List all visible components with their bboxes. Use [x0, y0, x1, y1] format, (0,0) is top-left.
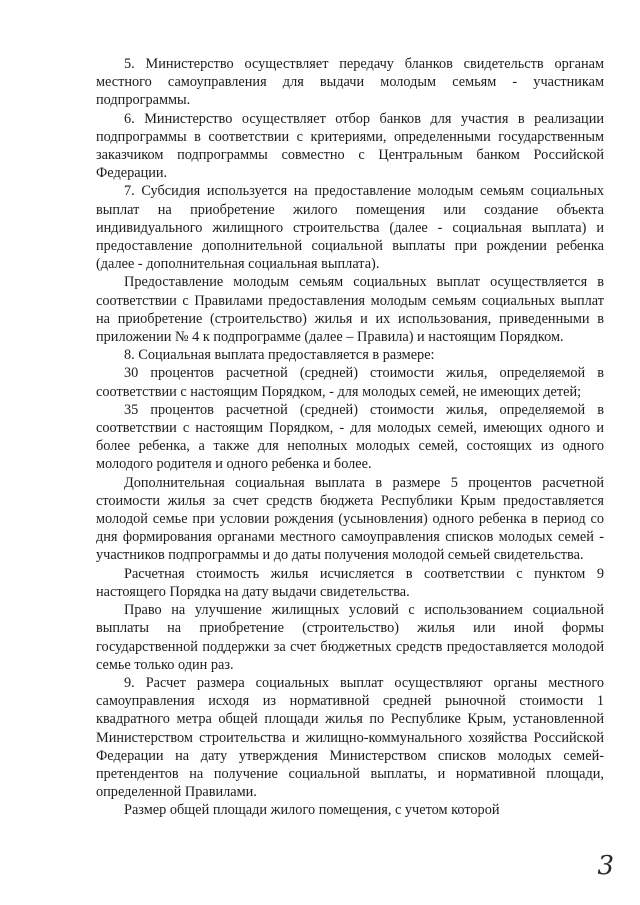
paragraph-additional-payment: Дополнительная социальная выплата в размере 5 процентов расчетной стоимости жилья за счет средств бюджета Республики Крым предоставляется молодой семье при условии рождения (усыновления) одного ребенка в период со дня формирования органами местного самоуправления списков молодых семей - участников подпрограммы и до даты получения молодой семьей свидетельства.: [96, 474, 604, 564]
paragraph-area-size: Размер общей площади жилого помещения, с учетом которой: [124, 802, 500, 819]
paragraph-item-7: 7. Субсидия используется на предоставление молодым семьям социальных выплат на приобретение жилого помещения или создание объекта индивидуального жилищного строительства (далее - социальная выплата) и предоставление дополнительной социальной выплаты при рождении ребенка (далее - дополнительная социальная выплата).: [96, 183, 604, 273]
paragraph-item-5: 5. Министерство осуществляет передачу бланков свидетельств органам местного самоуправления для выдачи молодым семьям - участникам подпрограммы.: [96, 56, 604, 109]
paragraph-item-9: 9. Расчет размера социальных выплат осуществляют органы местного самоуправления исходя из нормативной средней рыночной стоимости 1 квадратного метра общей площади жилья по Республике Крым, установленной Министерством строительства и жилищно-коммунального хозяйства Российской Федерации на дату утверждения Министерством списков молодых семей-претендентов на получение социальной выплаты, и нормативной площади, определенной Правилами.: [96, 674, 604, 801]
paragraph-social-payments: Предоставление молодым семьям социальных выплат осуществляется в соответствии с Правилами предоставления молодым семьям социальных выплат на приобретение (строительство) жилья и их использования, приведенными в приложении № 4 к подпрограмме (далее – Правила) и настоящим Порядком.: [96, 274, 604, 346]
document-body: [96, 55, 604, 820]
paragraph-item-6: 6. Министерство осуществляет отбор банков для участия в реализации подпрограммы в соответствии с критериями, определенными государственным заказчиком подпрограммы совместно с Центральным банком Российской Федерации.: [96, 110, 604, 182]
paragraph-30-percent: 30 процентов расчетной (средней) стоимости жилья, определяемой в соответствии с настоящим Порядком, - для молодых семей, не имеющих детей;: [96, 365, 604, 400]
paragraph-35-percent: 35 процентов расчетной (средней) стоимости жилья, определяемой в соответствии с настоящим Порядком, - для молодых семей, имеющих одного и более ребенка, а также для неполных молодых семей, состоящих из одного молодого родителя и одного ребенка и более.: [96, 401, 604, 473]
paragraph-item-8: 8. Социальная выплата предоставляется в размере:: [124, 347, 435, 364]
page-number: 3: [597, 851, 614, 881]
paragraph-estimated-cost: Расчетная стоимость жилья исчисляется в соответствии с пунктом 9 настоящего Порядка на дату выдачи свидетельства.: [96, 565, 604, 600]
paragraph-right-once: Право на улучшение жилищных условий с использованием социальной выплаты на приобретение (строительство) жилья или иной формы государственной поддержки за счет бюджетных средств предоставляется молодой семье только один раз.: [96, 602, 604, 673]
